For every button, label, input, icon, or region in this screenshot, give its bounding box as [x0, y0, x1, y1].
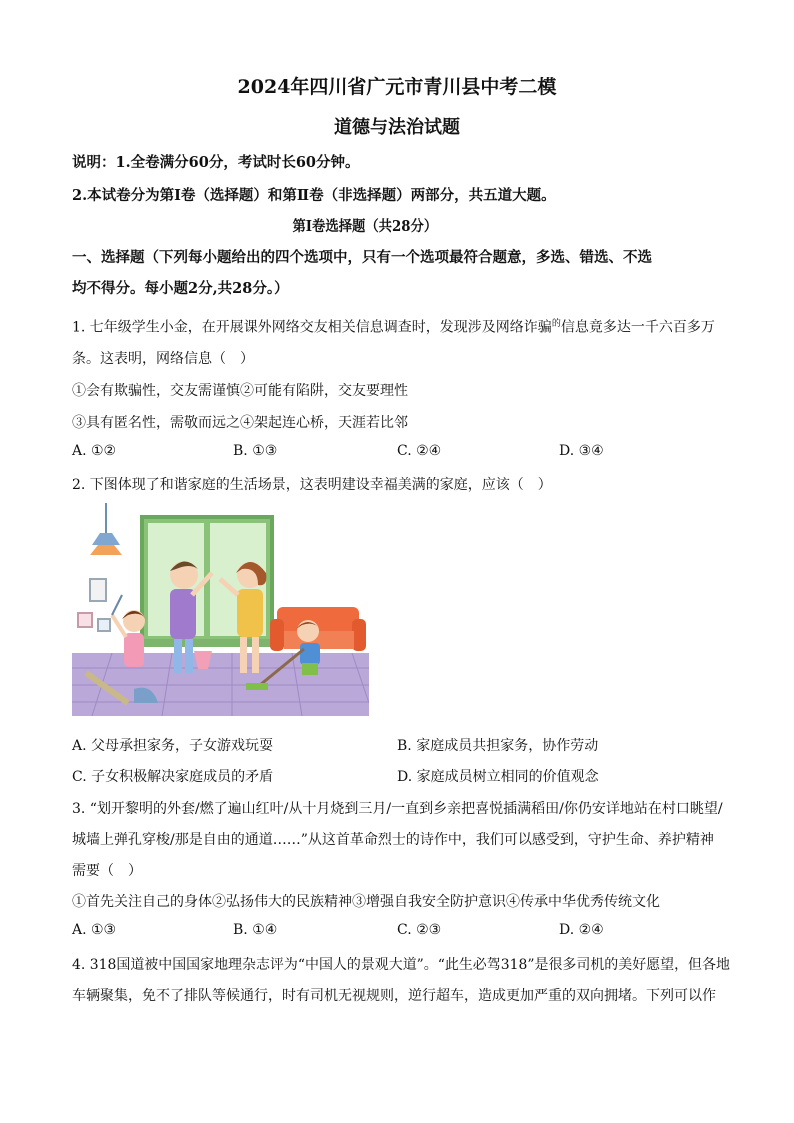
section-instruction-2: 均不得分。每小题2分,共28分。）: [72, 280, 289, 297]
section-heading: 第Ⅰ卷选择题（共28分）: [292, 218, 438, 235]
q3-stem-line-3: 需要（ ）: [72, 863, 142, 879]
q2-option-b[interactable]: B. 家庭成员共担家务，协作劳动: [397, 738, 599, 754]
q4-stem-line-1: 4. 318国道被中国国家地理杂志评为“中国人的景观大道”。“此生必驾318”是很多司机的美好愿望，但各地: [72, 957, 730, 973]
q1-statement-2: ③具有匿名性，需敬而远之④架起连心桥，天涯若比邻: [72, 415, 408, 431]
q2-option-a[interactable]: A. 父母承担家务，子女游戏玩耍: [72, 738, 274, 754]
exam-title: 2024年四川省广元市青川县中考二模: [237, 76, 557, 98]
q1-option-c[interactable]: C. ②④: [397, 443, 442, 459]
q2-stem: 2. 下图体现了和谐家庭的生活场景，这表明建设幸福美满的家庭，应该（ ）: [72, 477, 552, 493]
q3-statements: ①首先关注自己的身体②弘扬伟大的民族精神③增强自我安全防护意识④传承中华优秀传统文化: [72, 894, 660, 910]
family-housework-illustration: [72, 503, 369, 716]
q2-option-c[interactable]: C. 子女积极解决家庭成员的矛盾: [72, 769, 274, 785]
q3-option-d[interactable]: D. ②④: [559, 922, 604, 938]
q1-stem-sup: 的: [551, 319, 561, 329]
q1-stem-line-1: [72, 316, 715, 337]
section-instruction-1: 一、选择题（下列每小题给出的四个选项中，只有一个选项最符合题意，多选、错选、不选: [72, 249, 652, 266]
q1-stem-part-b: 信息竟多达一千六百多万: [560, 319, 715, 336]
note-line-2: 2.本试卷分为第Ⅰ卷（选择题）和第Ⅱ卷（非选择题）两部分，共五道大题。: [72, 187, 556, 204]
q1-stem-line-2: 条。这表明，网络信息（ ）: [72, 351, 254, 367]
exam-subtitle: 道德与法治试题: [334, 117, 460, 138]
q1-statement-1: ①会有欺骗性，交友需谨慎②可能有陷阱，交友要理性: [72, 383, 408, 399]
q3-option-c[interactable]: C. ②③: [397, 922, 442, 938]
q1-option-b[interactable]: B. ①③: [233, 443, 278, 459]
q4-stem-line-2: 车辆聚集，免不了排队等候通行，时有司机无视规则，逆行超车，造成更加严重的双向拥堵。下列可以作: [72, 988, 716, 1004]
q3-stem-line-1: 3. “划开黎明的外套/燃了遍山红叶/从十月烧到三月/一直到乡亲把喜悦插满稻田/你仍安详地站在村口眺望/: [72, 801, 723, 817]
note-line-1: 说明：1.全卷满分60分，考试时长60分钟。: [72, 154, 360, 171]
q3-stem-line-2: 城墙上弹孔穿梭/那是自由的通道……”从这首革命烈士的诗作中，我们可以感受到，守护生命、养护精神: [72, 832, 714, 848]
q1-option-d[interactable]: D. ③④: [559, 443, 604, 459]
q3-option-b[interactable]: B. ①④: [233, 922, 278, 938]
q1-stem-part-a: 1. 七年级学生小金，在开展课外网络交友相关信息调查时，发现涉及网络诈骗: [72, 319, 552, 336]
q3-option-a[interactable]: A. ①③: [72, 922, 117, 938]
q2-option-d[interactable]: D. 家庭成员树立相同的价值观念: [397, 769, 599, 785]
q1-option-a[interactable]: A. ①②: [72, 443, 117, 459]
